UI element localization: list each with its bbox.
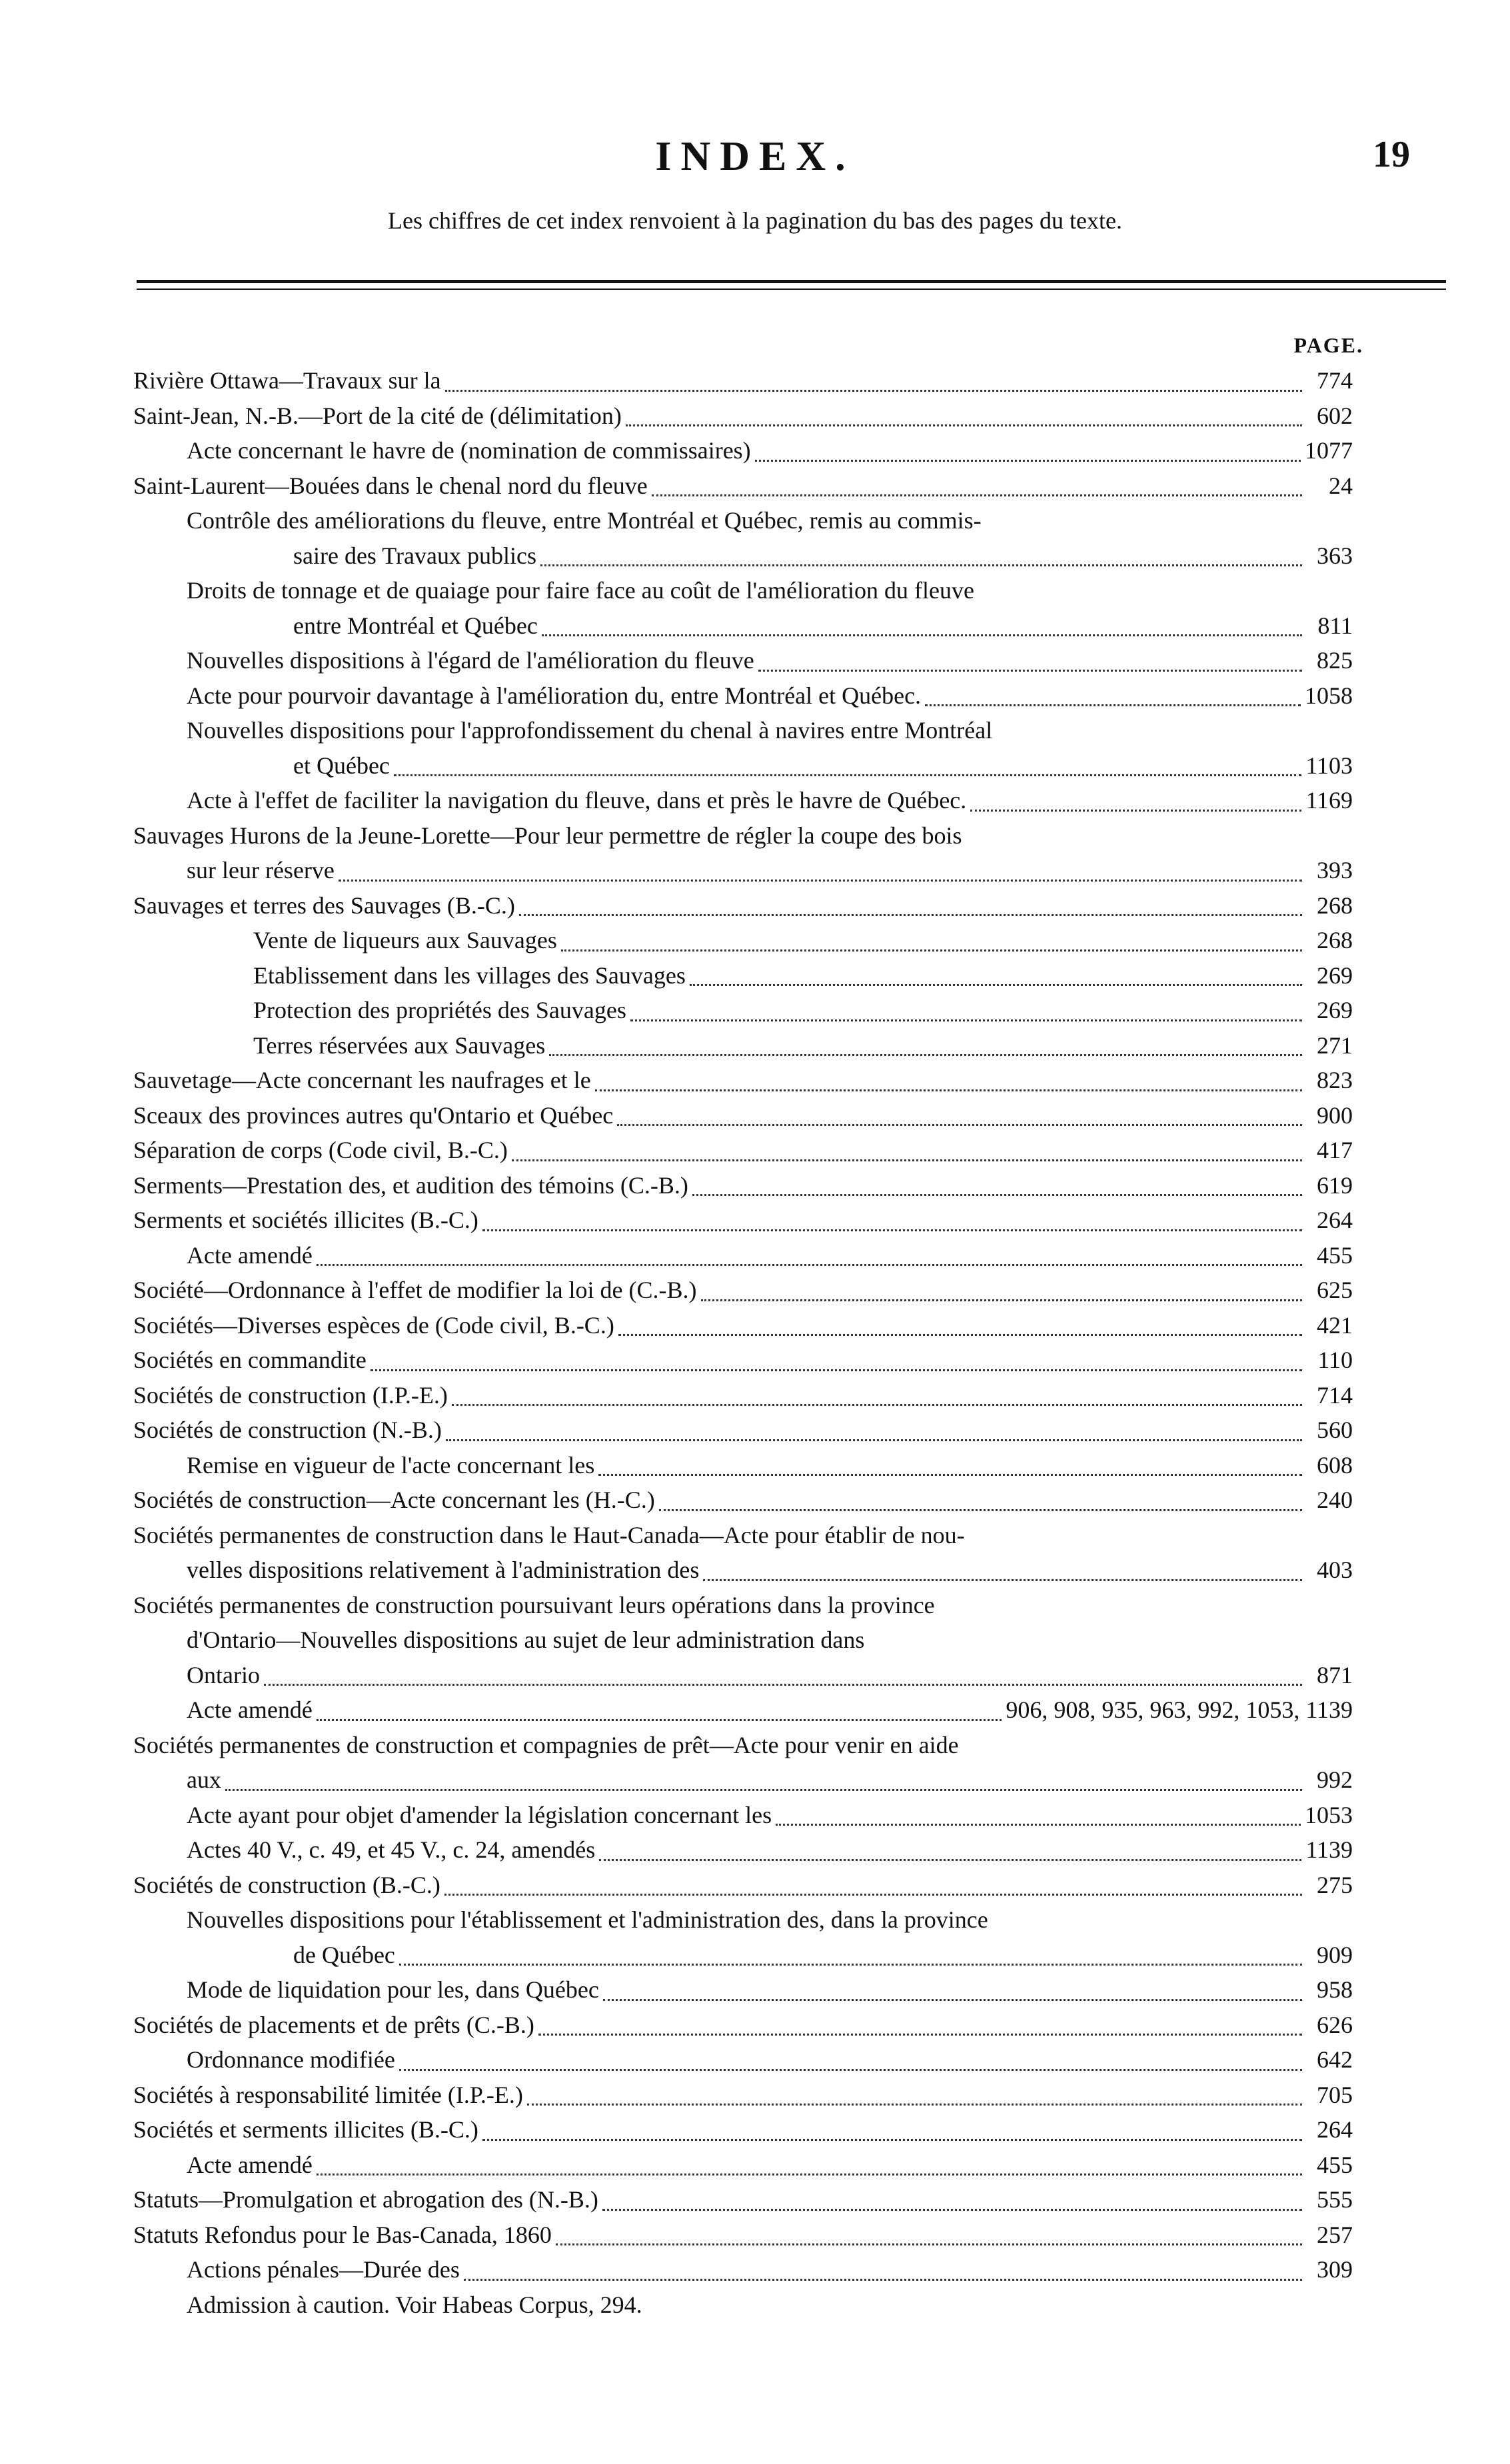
leader-dots: [540, 564, 1302, 566]
leader-dots: [512, 1159, 1302, 1161]
leader-dots: [925, 704, 1301, 706]
entry-page-ref: 1058: [1305, 682, 1353, 709]
index-entry: [133, 2008, 1353, 2043]
entry-heading-line: [133, 1518, 1353, 1553]
leader-dots: [482, 1229, 1302, 1231]
entry-page-ref: 363: [1317, 542, 1353, 569]
entry-label: aux: [187, 1766, 221, 1793]
index-entry: [133, 1483, 1353, 1518]
running-head: [0, 133, 1510, 187]
entry-label: Nouvelles dispositions pour l'approfondissement du chenal à navires entre Montréal: [187, 717, 993, 744]
entry-page-ref: 393: [1317, 857, 1353, 884]
entry-heading-line: [133, 1273, 1353, 1308]
entry-page-ref: 906, 908, 935, 963, 992, 1053, 1139: [1006, 1696, 1353, 1723]
entry-label: d'Ontario—Nouvelles dispositions au sujet de leur administration dans: [187, 1626, 865, 1653]
index-entries: [133, 363, 1353, 2322]
index-entry: [133, 398, 1353, 434]
entry-page-ref: 1103: [1305, 752, 1353, 779]
entry-heading-line: [133, 2008, 1353, 2043]
leader-dots: [755, 460, 1301, 462]
entry-page-ref: 24: [1329, 472, 1353, 499]
entry-label: Protection des propriétés des Sauvages: [253, 997, 626, 1023]
entry-page-ref: 560: [1317, 1417, 1353, 1443]
entry-page-ref: 642: [1317, 2046, 1353, 2073]
entry-heading-line: [133, 503, 1353, 538]
entry-label: Sociétés de construction—Acte concernant les (H.-C.): [133, 1487, 655, 1513]
leader-dots: [549, 1054, 1302, 1056]
entry-label: Statuts—Promulgation et abrogation des (N.-B.): [133, 2186, 598, 2213]
entry-heading-line: [133, 923, 1353, 958]
entry-page-ref: 275: [1317, 1871, 1353, 1898]
page-column-label: PAGE.: [1293, 333, 1363, 357]
leader-dots: [394, 774, 1301, 776]
index-entry: [133, 958, 1353, 993]
entry-continuation-line: [133, 1658, 1353, 1693]
entry-label: Saint-Laurent—Bouées dans le chenal nord du fleuve: [133, 472, 648, 499]
leader-dots: [598, 1474, 1302, 1476]
leader-dots: [519, 914, 1302, 916]
entry-heading-line: [133, 1692, 1353, 1728]
entry-heading-line: [133, 1832, 1353, 1868]
leader-dots: [561, 949, 1302, 951]
index-entry: [133, 1692, 1353, 1728]
leader-dots: [464, 2279, 1302, 2281]
entry-heading-line: [133, 2042, 1353, 2078]
entry-label: Sauvetage—Acte concernant les naufrages et le: [133, 1067, 591, 1093]
index-entry: [133, 783, 1353, 818]
entry-page-ref: 421: [1317, 1311, 1353, 1339]
entry-label: sur leur réserve: [187, 857, 335, 884]
entry-label: Terres réservées aux Sauvages: [253, 1031, 546, 1059]
index-entry: [133, 993, 1353, 1028]
entry-page-ref: 271: [1317, 1031, 1353, 1059]
entry-page-ref: 455: [1317, 2151, 1353, 2178]
entry-heading-line: [133, 1972, 1353, 2008]
entry-page-ref: 811: [1317, 612, 1353, 639]
entry-label: Sociétés permanentes de construction dans le Haut-Canada—Acte pour établir de nou-: [133, 1521, 965, 1548]
entry-page-ref: 871: [1317, 1661, 1353, 1688]
index-entry: [133, 643, 1353, 678]
page-title: INDEX.: [655, 134, 855, 179]
index-entry: [133, 1098, 1353, 1133]
entry-continuation-line: [133, 1622, 1353, 1658]
entry-heading-line: [133, 1098, 1353, 1133]
index-entry: [133, 1203, 1353, 1238]
leader-dots: [692, 1194, 1302, 1196]
entry-label: Acte pour pourvoir davantage à l'amélioration du, entre Montréal et Québec.: [187, 682, 922, 709]
entry-page-ref: 268: [1317, 892, 1353, 919]
leader-dots: [399, 2069, 1302, 2071]
entry-page-ref: 264: [1317, 1207, 1353, 1233]
entry-page-ref: 825: [1317, 647, 1353, 674]
entry-heading-line: [133, 2182, 1353, 2217]
entry-heading-line: [133, 433, 1353, 468]
entry-heading-line: [133, 1378, 1353, 1413]
leader-dots: [690, 984, 1302, 986]
index-entry: [133, 1798, 1353, 1833]
index-entry: [133, 573, 1353, 643]
index-entry: [133, 713, 1353, 783]
entry-label: Remise en vigueur de l'acte concernant les: [187, 1451, 595, 1479]
entry-continuation-line: [133, 1762, 1353, 1798]
index-entry: [133, 363, 1353, 398]
entry-label: de Québec: [293, 1941, 395, 1968]
leader-dots: [626, 424, 1302, 426]
leader-dots: [399, 1964, 1302, 1966]
entry-heading-line: [133, 783, 1353, 818]
entry-page-ref: 625: [1317, 1277, 1353, 1303]
entry-label: Sceaux des provinces autres qu'Ontario et Québec: [133, 1101, 614, 1129]
entry-page-ref: 1077: [1305, 437, 1353, 464]
leader-dots: [527, 2104, 1302, 2106]
entry-heading-line: [133, 2287, 1353, 2323]
index-entry: [133, 1168, 1353, 1203]
index-entry: [133, 1063, 1353, 1098]
entry-page-ref: 602: [1317, 402, 1353, 429]
index-note: Les chiffres de cet index renvoient à la pagination du bas des pages du texte.: [388, 207, 1122, 234]
leader-dots: [264, 1684, 1302, 1686]
entry-heading-line: [133, 1448, 1353, 1483]
entry-label: Sociétés de construction (I.P.-E.): [133, 1381, 448, 1409]
entry-label: Rivière Ottawa—Travaux sur la: [133, 367, 441, 394]
entry-page-ref: 626: [1317, 2011, 1353, 2038]
entry-label: Acte à l'effet de faciliter la navigation du fleuve, dans et près le havre de Québec.: [187, 787, 967, 814]
leader-dots: [758, 670, 1302, 672]
entry-heading-line: [133, 678, 1353, 714]
index-entry: [133, 1238, 1353, 1273]
entry-label: Sauvages et terres des Sauvages (B.-C.): [133, 892, 515, 919]
leader-dots: [317, 1264, 1302, 1266]
leader-dots: [595, 1089, 1302, 1091]
entry-continuation-line: [133, 748, 1353, 784]
index-entry: [133, 678, 1353, 714]
entry-heading-line: [133, 2252, 1353, 2287]
entry-heading-line: [133, 1798, 1353, 1833]
entry-page-ref: 455: [1317, 1241, 1353, 1269]
leader-dots: [317, 1719, 1002, 1721]
index-entry: [133, 1902, 1353, 1972]
entry-heading-line: [133, 2148, 1353, 2183]
header-rule-thin: [137, 289, 1446, 290]
entry-label: Sociétés de construction (B.-C.): [133, 1871, 440, 1898]
entry-page-ref: 403: [1317, 1556, 1353, 1583]
index-entry: [133, 2112, 1353, 2148]
leader-dots: [602, 2209, 1302, 2211]
entry-page-ref: 992: [1317, 1766, 1353, 1793]
index-entry: [133, 1273, 1353, 1308]
entry-page-ref: 268: [1317, 927, 1353, 953]
entry-heading-line: [133, 363, 1353, 398]
entry-page-ref: 240: [1317, 1487, 1353, 1513]
leader-dots: [317, 2173, 1302, 2175]
entry-label: Serments—Prestation des, et audition des témoins (C.-B.): [133, 1171, 688, 1199]
entry-continuation-line: [133, 1552, 1353, 1588]
entry-heading-line: [133, 958, 1353, 993]
entry-page-ref: 909: [1317, 1941, 1353, 1968]
entry-label: Acte amendé: [187, 1696, 313, 1723]
index-entry: [133, 1413, 1353, 1448]
leader-dots: [630, 1019, 1302, 1021]
entry-continuation-line: [133, 853, 1353, 888]
entry-label: Ontario: [187, 1661, 260, 1688]
index-entry: [133, 2252, 1353, 2287]
index-entry: [133, 1588, 1353, 1693]
entry-label: Statuts Refondus pour le Bas-Canada, 1860: [133, 2221, 552, 2248]
entry-heading-line: [133, 713, 1353, 748]
entry-label: Actions pénales—Durée des: [187, 2256, 460, 2283]
entry-page-ref: 269: [1317, 961, 1353, 989]
entry-label: Acte amendé: [187, 2151, 313, 2178]
index-entry: [133, 1343, 1353, 1378]
entry-heading-line: [133, 2217, 1353, 2253]
entry-page-ref: 1169: [1305, 787, 1353, 814]
index-entry: [133, 2182, 1353, 2217]
entry-label: Sociétés et serments illicites (B.-C.): [133, 2116, 478, 2143]
entry-page-ref: 309: [1317, 2256, 1353, 2283]
index-entry: [133, 1868, 1353, 1903]
entry-label: Séparation de corps (Code civil, B.-C.): [133, 1137, 508, 1163]
entry-page-ref: 900: [1317, 1101, 1353, 1129]
entry-page-ref: 417: [1317, 1137, 1353, 1163]
entry-page-ref: 714: [1317, 1381, 1353, 1409]
entry-heading-line: [133, 468, 1353, 504]
entry-label: Nouvelles dispositions pour l'établissement et l'administration des, dans la province: [187, 1906, 988, 1933]
entry-heading-line: [133, 398, 1353, 434]
leader-dots: [445, 390, 1302, 392]
leader-dots: [538, 2034, 1302, 2036]
leader-dots: [542, 634, 1302, 636]
index-entry: [133, 1028, 1353, 1063]
entry-page-ref: 774: [1317, 367, 1353, 394]
entry-heading-line: [133, 1308, 1353, 1343]
entry-label: Acte amendé: [187, 1241, 313, 1269]
entry-heading-line: [133, 888, 1353, 924]
entry-continuation-line: [133, 608, 1353, 644]
entry-label: Acte concernant le havre de (nomination de commissaires): [187, 437, 751, 464]
entry-label: Actes 40 V., c. 49, et 45 V., c. 24, amendés: [187, 1836, 596, 1863]
leader-dots: [617, 1124, 1302, 1126]
index-entry: [133, 1972, 1353, 2008]
entry-heading-line: [133, 643, 1353, 678]
entry-page-ref: 1053: [1305, 1801, 1353, 1828]
index-entry: [133, 2148, 1353, 2183]
index-entry: [133, 818, 1353, 888]
entry-heading-line: [133, 2112, 1353, 2148]
leader-dots: [603, 1999, 1302, 2001]
entry-label: Nouvelles dispositions à l'égard de l'amélioration du fleuve: [187, 647, 754, 674]
entry-label: et Québec: [293, 752, 390, 779]
leader-dots: [776, 1824, 1301, 1826]
index-entry: [133, 1378, 1353, 1413]
entry-page-ref: 608: [1317, 1451, 1353, 1479]
index-entry: [133, 1728, 1353, 1798]
entry-page-ref: 705: [1317, 2081, 1353, 2108]
entry-label: Contrôle des améliorations du fleuve, entre Montréal et Québec, remis au commis-: [187, 507, 982, 534]
entry-label: velles dispositions relativement à l'administration des: [187, 1556, 700, 1583]
entry-label: Sociétés permanentes de construction et compagnies de prêt—Acte pour venir en aide: [133, 1731, 959, 1758]
entry-label: Sociétés en commandite: [133, 1347, 367, 1373]
entry-label: Vente de liqueurs aux Sauvages: [253, 927, 557, 953]
index-entry: [133, 2217, 1353, 2253]
leader-dots: [618, 1334, 1302, 1336]
entry-heading-line: [133, 1168, 1353, 1203]
entry-page-ref: 269: [1317, 997, 1353, 1023]
leader-dots: [703, 1579, 1302, 1581]
leader-dots: [556, 2243, 1302, 2245]
entry-label: Saint-Jean, N.-B.—Port de la cité de (délimitation): [133, 402, 622, 429]
entry-page-ref: 555: [1317, 2186, 1353, 2213]
index-entry: [133, 2042, 1353, 2078]
entry-page-ref: 619: [1317, 1171, 1353, 1199]
index-entry: [133, 1133, 1353, 1168]
page-number: 19: [1373, 134, 1410, 175]
entry-heading-line: [133, 573, 1353, 608]
entry-label: Sociétés permanentes de construction poursuivant leurs opérations dans la province: [133, 1591, 935, 1618]
entry-label: Sociétés à responsabilité limitée (I.P.-E.): [133, 2081, 523, 2108]
leader-dots: [452, 1404, 1302, 1406]
entry-label: Sociétés de placements et de prêts (C.-B.): [133, 2011, 534, 2038]
entry-label: Sauvages Hurons de la Jeune-Lorette—Pour leur permettre de régler la coupe des bois: [133, 822, 962, 849]
entry-heading-line: [133, 1063, 1353, 1098]
leader-dots: [225, 1789, 1302, 1791]
entry-label: Mode de liquidation pour les, dans Québec: [187, 1976, 599, 2003]
index-entry: [133, 888, 1353, 924]
entry-heading-line: [133, 1133, 1353, 1168]
entry-label: Sociétés—Diverses espèces de (Code civil, B.-C.): [133, 1311, 614, 1339]
entry-label: Acte ayant pour objet d'amender la législation concernant les: [187, 1801, 772, 1828]
index-entry: [133, 2078, 1353, 2113]
entry-heading-line: [133, 1868, 1353, 1903]
leader-dots: [482, 2139, 1302, 2141]
entry-page-ref: 823: [1317, 1067, 1353, 1093]
entry-heading-line: [133, 993, 1353, 1028]
index-entry: [133, 923, 1353, 958]
entry-page-ref: 958: [1317, 1976, 1353, 2003]
leader-dots: [970, 810, 1301, 812]
entry-label: Serments et sociétés illicites (B.-C.): [133, 1207, 478, 1233]
entry-heading-line: [133, 1028, 1353, 1063]
entry-page-ref: 264: [1317, 2116, 1353, 2143]
entry-heading-line: [133, 2078, 1353, 2113]
entry-heading-line: [133, 1413, 1353, 1448]
entry-label: Société—Ordonnance à l'effet de modifier la loi de (C.-B.): [133, 1277, 697, 1303]
entry-label: Sociétés de construction (N.-B.): [133, 1417, 442, 1443]
index-entry: [133, 1518, 1353, 1588]
entry-label: saire des Travaux publics: [293, 542, 536, 569]
entry-heading-line: [133, 1902, 1353, 1938]
leader-dots: [599, 1859, 1301, 1861]
leader-dots: [444, 1894, 1302, 1896]
entry-heading-line: [133, 1343, 1353, 1378]
leader-dots: [371, 1369, 1302, 1371]
header-rule: [137, 280, 1446, 283]
entry-continuation-line: [133, 538, 1353, 574]
entry-label: Admission à caution. Voir Habeas Corpus, 294.: [187, 2291, 642, 2318]
entry-label: entre Montréal et Québec: [293, 612, 538, 639]
index-entry: [133, 468, 1353, 504]
entry-page-ref: 257: [1317, 2221, 1353, 2248]
entry-page-ref: 1139: [1305, 1836, 1353, 1863]
entry-heading-line: [133, 1728, 1353, 1763]
leader-dots: [652, 494, 1302, 496]
entry-heading-line: [133, 818, 1353, 854]
index-entry: [133, 1832, 1353, 1868]
entry-heading-line: [133, 1483, 1353, 1518]
entry-label: Etablissement dans les villages des Sauvages: [253, 961, 686, 989]
leader-dots: [339, 880, 1302, 882]
index-entry: [133, 503, 1353, 573]
index-entry: [133, 1448, 1353, 1483]
leader-dots: [701, 1299, 1302, 1301]
entry-label: Droits de tonnage et de quaiage pour faire face au coût de l'amélioration du fleuve: [187, 577, 974, 604]
entry-continuation-line: [133, 1938, 1353, 1973]
entry-heading-line: [133, 1588, 1353, 1623]
entry-heading-line: [133, 1203, 1353, 1238]
entry-page-ref: 110: [1317, 1347, 1353, 1373]
index-entry: [133, 2287, 1353, 2323]
entry-heading-line: [133, 1238, 1353, 1273]
leader-dots: [659, 1509, 1302, 1511]
index-entry: [133, 1308, 1353, 1343]
index-entry: [133, 433, 1353, 468]
leader-dots: [446, 1439, 1302, 1441]
entry-label: Ordonnance modifiée: [187, 2046, 395, 2073]
